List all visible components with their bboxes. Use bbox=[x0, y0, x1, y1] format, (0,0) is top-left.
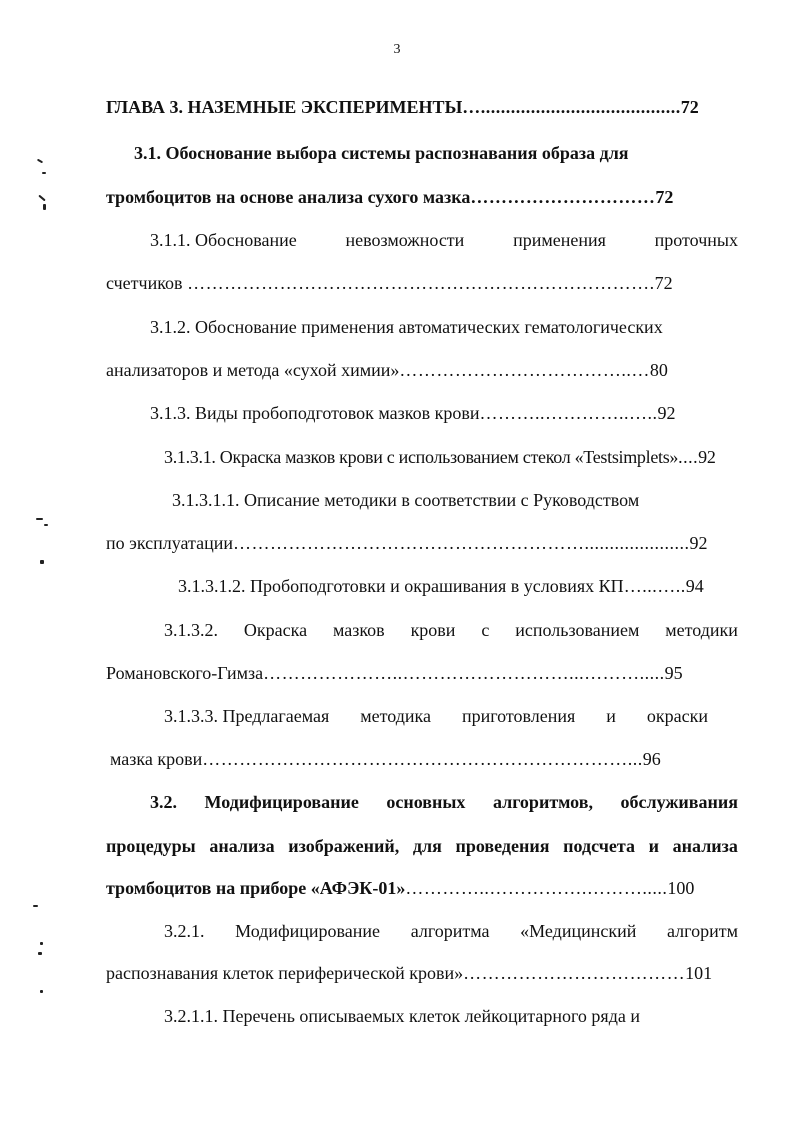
toc-page-number: 94 bbox=[685, 576, 704, 596]
toc-entry-text: по эксплуатации bbox=[106, 533, 234, 553]
scan-speck bbox=[38, 952, 42, 955]
toc-word: и bbox=[648, 836, 659, 856]
toc-word: 3.1.3.3. Предлагаемая bbox=[164, 706, 330, 726]
toc-leader-dots: ………………………………..… bbox=[399, 360, 650, 380]
toc-word: 3.2.1. bbox=[164, 921, 205, 941]
toc-word: 3.1.3.2. bbox=[164, 620, 218, 640]
toc-leader-dots: …………………………………………………..................... bbox=[233, 533, 690, 553]
toc-page-number: 72 bbox=[655, 187, 674, 207]
toc-word: анализа bbox=[209, 836, 275, 856]
toc-section-3-1-3-1-1 bbox=[172, 489, 738, 511]
toc-word: алгоритма bbox=[410, 921, 490, 941]
toc-word: методики bbox=[665, 620, 738, 640]
toc-page-number: 92 bbox=[698, 447, 716, 467]
toc-leader-dots: ………………………… bbox=[470, 187, 656, 207]
page-number: 3 bbox=[393, 42, 401, 57]
toc-entry-text: 3.1.3.1. Окраска мазков крови с использованием стекол «Testsimplets» bbox=[164, 447, 679, 467]
toc-word: процедуры bbox=[106, 836, 196, 856]
toc-word: проточных bbox=[654, 230, 738, 250]
toc-entry-text: счетчиков bbox=[106, 273, 183, 293]
toc-word: Модифицирование bbox=[204, 792, 359, 812]
toc-section-3-2-line2 bbox=[106, 835, 738, 857]
toc-leader-dots: ……………………………………………………………... bbox=[202, 749, 643, 769]
toc-word: и bbox=[606, 706, 616, 726]
toc-entry-text: 3.1. Обоснование выбора системы распознавания образа для bbox=[134, 143, 629, 163]
toc-entry-text: тромбоцитов на приборе «АФЭК-01» bbox=[106, 878, 406, 898]
toc-entry-text: тромбоцитов на основе анализа сухого мазка bbox=[106, 187, 471, 207]
toc-word: обслуживания bbox=[620, 792, 738, 812]
toc-section-3-1-3 bbox=[150, 402, 738, 424]
toc-word: основных bbox=[386, 792, 466, 812]
scan-speck bbox=[33, 905, 38, 907]
scan-speck bbox=[36, 518, 43, 520]
toc-section-3-1-3-1-2 bbox=[178, 575, 738, 597]
toc-word: применения bbox=[513, 230, 606, 250]
toc-entry-text: 3.1.3.1.2. Пробоподготовки и окрашивания в условиях КП bbox=[178, 576, 624, 596]
toc-word: крови bbox=[410, 620, 456, 640]
toc-section-3-1-1-cont bbox=[106, 272, 738, 294]
scan-speck bbox=[38, 195, 45, 202]
scan-speck bbox=[40, 942, 43, 945]
toc-section-3-1-3-1 bbox=[164, 446, 738, 468]
toc-word: подсчета bbox=[563, 836, 635, 856]
toc-page-number: 101 bbox=[685, 963, 713, 983]
scan-speck bbox=[44, 524, 48, 526]
toc-leader-dots: ………..…………..….. bbox=[479, 403, 658, 423]
scan-speck bbox=[40, 990, 43, 993]
toc-word: проведения bbox=[455, 836, 550, 856]
toc-leader-dots: .... bbox=[678, 447, 699, 467]
toc-chapter-3 bbox=[106, 96, 738, 118]
toc-word: «Медицинский bbox=[520, 921, 637, 941]
toc-entry-text: мазка крови bbox=[110, 749, 203, 769]
toc-word: окраски bbox=[646, 706, 708, 726]
toc-section-3-2-line3 bbox=[106, 877, 738, 899]
toc-leader-dots: …………..…………….………..... bbox=[405, 878, 668, 898]
toc-leader-dots: …………………..………………………...………..... bbox=[263, 663, 665, 683]
toc-page-number: 72 bbox=[654, 273, 673, 293]
toc-entry-text: 3.2.1.1. Перечень описываемых клеток лейкоцитарного ряда и bbox=[164, 1006, 640, 1026]
toc-word: методика bbox=[360, 706, 431, 726]
scan-speck bbox=[40, 560, 44, 564]
toc-section-3-1-3-3-cont bbox=[110, 748, 738, 770]
scan-speck bbox=[42, 172, 46, 174]
toc-word: анализа bbox=[672, 836, 738, 856]
toc-word: алгоритм bbox=[667, 921, 738, 941]
toc-section-3-1-3-3 bbox=[164, 705, 708, 727]
toc-page-number: 96 bbox=[642, 749, 661, 769]
toc-word: приготовления bbox=[461, 706, 576, 726]
toc-leader-dots: ……………………………… bbox=[463, 963, 686, 983]
toc-section-3-2-1-1 bbox=[164, 1005, 738, 1027]
toc-word: невозможности bbox=[345, 230, 465, 250]
toc-entry-text: 3.1.3. Виды пробоподготовок мазков крови bbox=[150, 403, 480, 423]
toc-page-number: 92 bbox=[689, 533, 708, 553]
toc-entry-text: Романовского-Гимза bbox=[106, 663, 264, 683]
toc-word: использованием bbox=[515, 620, 640, 640]
toc-page-number: 95 bbox=[664, 663, 683, 683]
toc-word: Окраска bbox=[243, 620, 308, 640]
toc-page-number: 100 bbox=[667, 878, 695, 898]
toc-section-3-1-cont bbox=[106, 186, 738, 208]
toc-word: с bbox=[481, 620, 490, 640]
toc-section-3-1-2-cont bbox=[106, 359, 738, 381]
scan-speck bbox=[43, 204, 46, 210]
toc-word: алгоритмов, bbox=[492, 792, 593, 812]
toc-section-3-2-1-cont bbox=[106, 962, 738, 984]
toc-section-3-2-1 bbox=[164, 920, 738, 942]
toc-section-3-1-2 bbox=[150, 316, 738, 338]
toc-page-number: 92 bbox=[657, 403, 676, 423]
toc-word: для bbox=[412, 836, 442, 856]
toc-section-3-1-3-1-1-cont bbox=[106, 532, 738, 554]
toc-entry-text: ГЛАВА 3. НАЗЕМНЫЕ ЭКСПЕРИМЕНТЫ bbox=[106, 97, 463, 117]
toc-leader-dots: …………………………………………………………………. bbox=[187, 273, 655, 293]
toc-leader-dots: …........................................ bbox=[462, 97, 681, 117]
toc-word: мазков bbox=[332, 620, 385, 640]
toc-entry-text: анализаторов и метода «сухой химии» bbox=[106, 360, 400, 380]
toc-entry-text: распознавания клеток периферической крови» bbox=[106, 963, 464, 983]
toc-word: Модифицирование bbox=[235, 921, 381, 941]
scan-speck bbox=[37, 159, 43, 164]
toc-section-3-1 bbox=[134, 142, 738, 164]
toc-entry-text: 3.1.3.1.1. Описание методики в соответствии с Руководством bbox=[172, 490, 640, 510]
toc-page-number: 72 bbox=[680, 97, 699, 117]
toc-entry-text: 3.1.2. Обоснование применения автоматических гематологических bbox=[150, 317, 663, 337]
toc-word: изображений, bbox=[288, 836, 400, 856]
toc-word: 3.2. bbox=[150, 792, 177, 812]
toc-section-3-1-3-2-cont bbox=[106, 662, 738, 684]
toc-page-number: 80 bbox=[649, 360, 668, 380]
toc-leader-dots: …...….. bbox=[623, 576, 686, 596]
toc-section-3-1-1 bbox=[150, 229, 738, 251]
toc-section-3-2 bbox=[150, 791, 738, 813]
toc-section-3-1-3-2 bbox=[164, 619, 738, 641]
toc-word: 3.1.1. Обоснование bbox=[150, 230, 297, 250]
